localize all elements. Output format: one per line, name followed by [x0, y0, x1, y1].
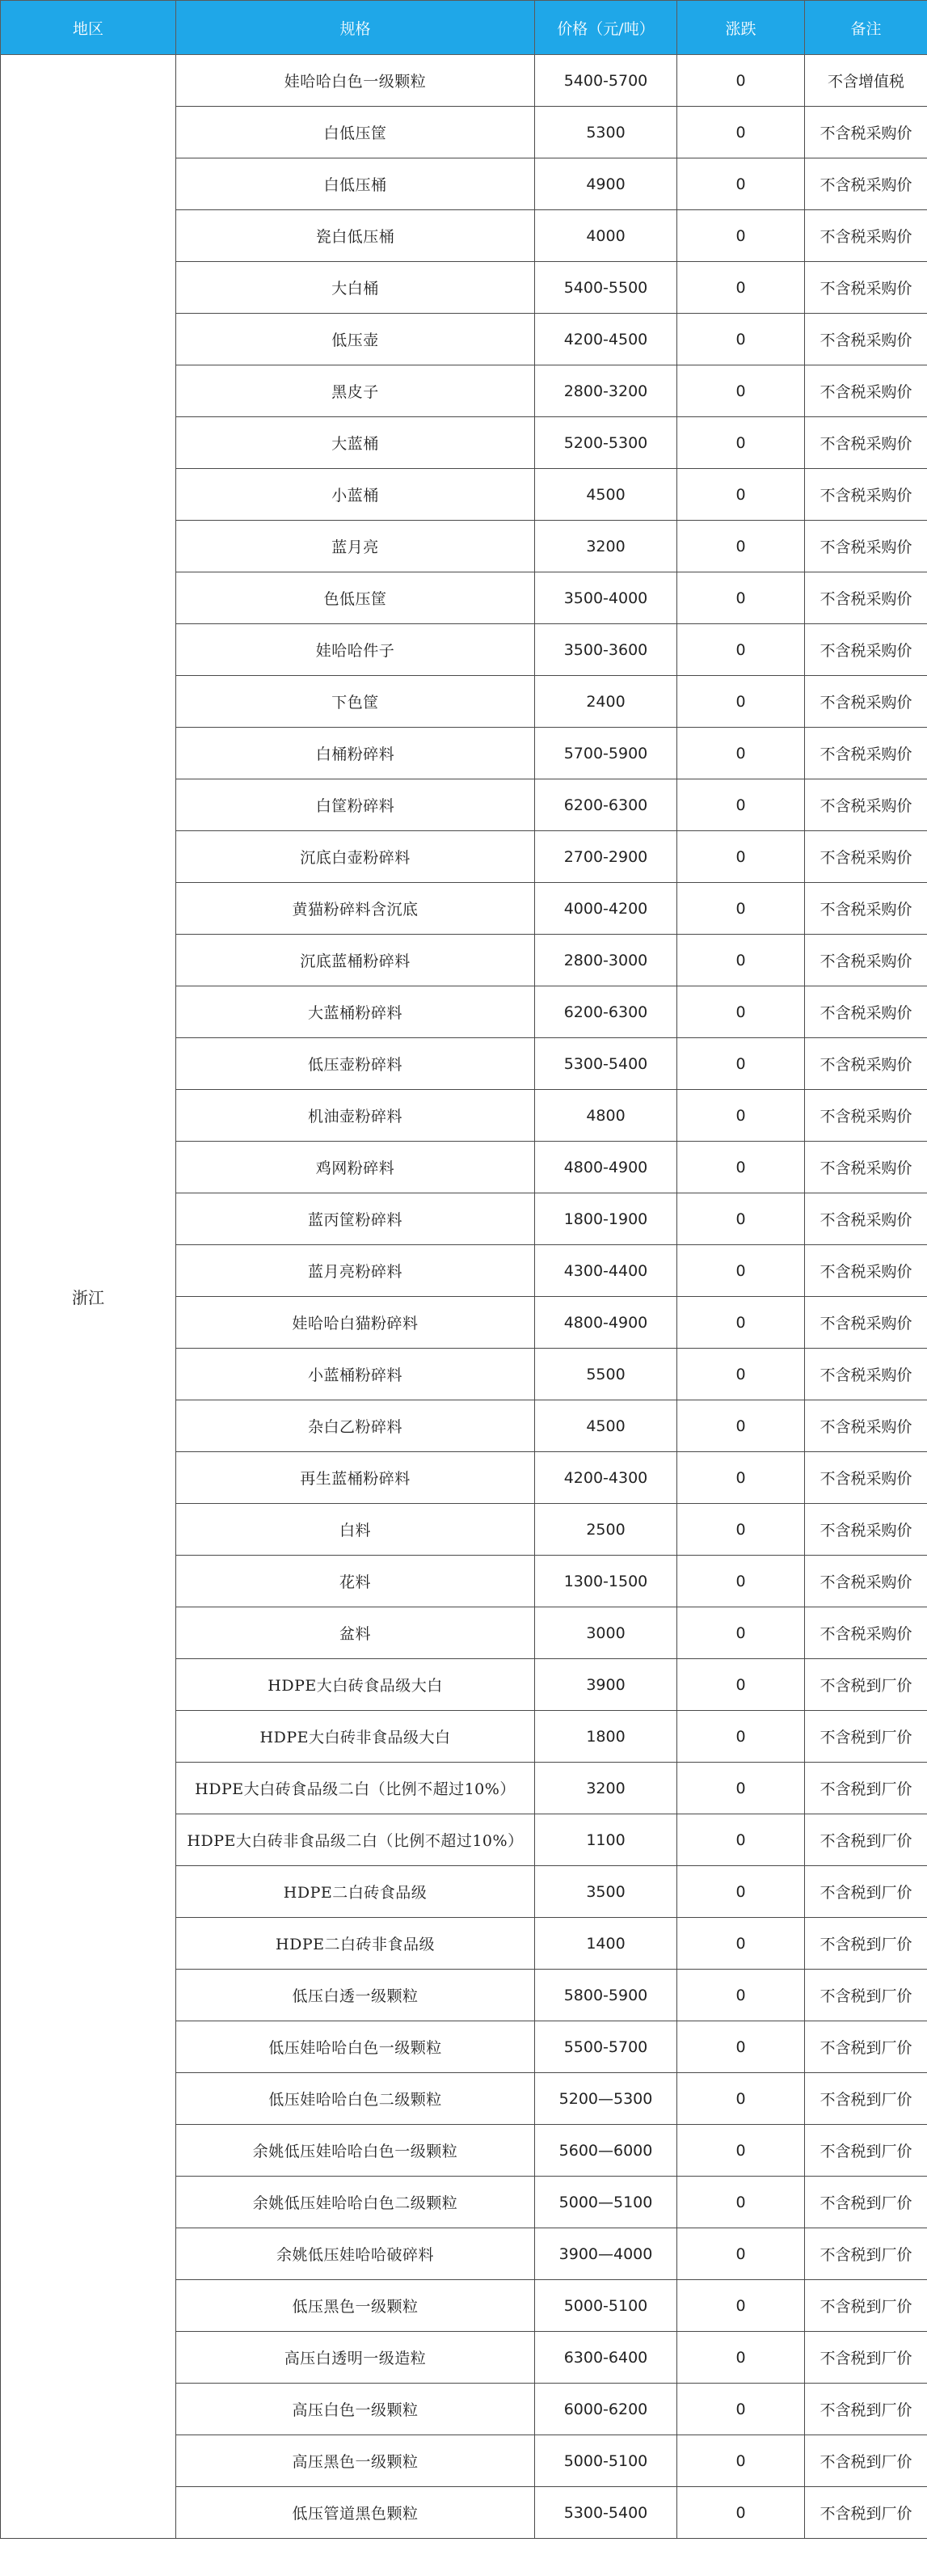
- change-cell: 0: [677, 1659, 805, 1711]
- note-cell: 不含税采购价: [805, 158, 927, 210]
- change-cell: 0: [677, 1504, 805, 1556]
- spec-cell: HDPE二白砖非食品级: [176, 1918, 535, 1970]
- note-cell: 不含税采购价: [805, 1349, 927, 1400]
- change-cell: 0: [677, 1193, 805, 1245]
- note-cell: 不含税到厂价: [805, 2435, 927, 2487]
- spec-cell: 余姚低压娃哈哈破碎料: [176, 2228, 535, 2280]
- price-cell: 5700-5900: [535, 728, 677, 779]
- change-cell: 0: [677, 1970, 805, 2021]
- change-cell: 0: [677, 1452, 805, 1504]
- note-cell: 不含税采购价: [805, 1245, 927, 1297]
- spec-cell: HDPE大白砖非食品级二白（比例不超过10%）: [176, 1814, 535, 1866]
- spec-cell: 小蓝桶: [176, 469, 535, 521]
- price-cell: 5500-5700: [535, 2021, 677, 2073]
- header-price: 价格（元/吨）: [535, 1, 677, 55]
- price-cell: 3200: [535, 1763, 677, 1814]
- change-cell: 0: [677, 1400, 805, 1452]
- price-cell: 6200-6300: [535, 986, 677, 1038]
- price-cell: 3500-4000: [535, 572, 677, 624]
- note-cell: 不含税采购价: [805, 107, 927, 158]
- spec-cell: 鸡网粉碎料: [176, 1142, 535, 1193]
- spec-cell: 低压娃哈哈白色二级颗粒: [176, 2073, 535, 2125]
- change-cell: 0: [677, 2021, 805, 2073]
- price-cell: 4900: [535, 158, 677, 210]
- spec-cell: 瓷白低压桶: [176, 210, 535, 262]
- spec-cell: HDPE大白砖食品级大白: [176, 1659, 535, 1711]
- price-cell: 4500: [535, 1400, 677, 1452]
- note-cell: 不含税采购价: [805, 417, 927, 469]
- price-cell: 4800-4900: [535, 1297, 677, 1349]
- spec-cell: 白桶粉碎料: [176, 728, 535, 779]
- price-cell: 5800-5900: [535, 1970, 677, 2021]
- note-cell: 不含税到厂价: [805, 2125, 927, 2177]
- spec-cell: 白料: [176, 1504, 535, 1556]
- spec-cell: 黑皮子: [176, 365, 535, 417]
- change-cell: 0: [677, 2384, 805, 2435]
- price-cell: 4200-4300: [535, 1452, 677, 1504]
- price-cell: 4800: [535, 1090, 677, 1142]
- change-cell: 0: [677, 1607, 805, 1659]
- spec-cell: 白低压桶: [176, 158, 535, 210]
- change-cell: 0: [677, 2073, 805, 2125]
- price-cell: 3200: [535, 521, 677, 572]
- spec-cell: HDPE大白砖食品级二白（比例不超过10%）: [176, 1763, 535, 1814]
- note-cell: 不含税采购价: [805, 779, 927, 831]
- price-cell: 5000-5100: [535, 2280, 677, 2332]
- price-cell: 5200-5300: [535, 417, 677, 469]
- price-cell: 5200—5300: [535, 2073, 677, 2125]
- price-cell: 5600—6000: [535, 2125, 677, 2177]
- spec-cell: 低压娃哈哈白色一级颗粒: [176, 2021, 535, 2073]
- note-cell: 不含税到厂价: [805, 1814, 927, 1866]
- price-cell: 3900: [535, 1659, 677, 1711]
- change-cell: 0: [677, 107, 805, 158]
- spec-cell: 小蓝桶粉碎料: [176, 1349, 535, 1400]
- note-cell: 不含税到厂价: [805, 1866, 927, 1918]
- change-cell: 0: [677, 1711, 805, 1763]
- spec-cell: 高压白色一级颗粒: [176, 2384, 535, 2435]
- price-cell: 4000: [535, 210, 677, 262]
- price-cell: 5000—5100: [535, 2177, 677, 2228]
- spec-cell: 高压白透明一级造粒: [176, 2332, 535, 2384]
- note-cell: 不含税到厂价: [805, 2332, 927, 2384]
- note-cell: 不含税采购价: [805, 262, 927, 314]
- spec-cell: 蓝月亮: [176, 521, 535, 572]
- price-cell: 5300-5400: [535, 2487, 677, 2539]
- note-cell: 不含税采购价: [805, 210, 927, 262]
- spec-cell: 再生蓝桶粉碎料: [176, 1452, 535, 1504]
- spec-cell: 娃哈哈件子: [176, 624, 535, 676]
- note-cell: 不含税到厂价: [805, 2021, 927, 2073]
- change-cell: 0: [677, 1245, 805, 1297]
- price-cell: 6200-6300: [535, 779, 677, 831]
- note-cell: 不含税采购价: [805, 521, 927, 572]
- spec-cell: 娃哈哈白色一级颗粒: [176, 55, 535, 107]
- note-cell: 不含税到厂价: [805, 2384, 927, 2435]
- spec-cell: 高压黑色一级颗粒: [176, 2435, 535, 2487]
- price-cell: 2800-3200: [535, 365, 677, 417]
- price-cell: 1800-1900: [535, 1193, 677, 1245]
- note-cell: 不含税采购价: [805, 1556, 927, 1607]
- note-cell: 不含税采购价: [805, 1607, 927, 1659]
- spec-cell: 白筐粉碎料: [176, 779, 535, 831]
- spec-cell: 沉底蓝桶粉碎料: [176, 935, 535, 986]
- note-cell: 不含税采购价: [805, 365, 927, 417]
- change-cell: 0: [677, 728, 805, 779]
- spec-cell: 盆料: [176, 1607, 535, 1659]
- spec-cell: 低压白透一级颗粒: [176, 1970, 535, 2021]
- note-cell: 不含税采购价: [805, 1452, 927, 1504]
- header-spec: 规格: [176, 1, 535, 55]
- price-cell: 4500: [535, 469, 677, 521]
- spec-cell: HDPE大白砖非食品级大白: [176, 1711, 535, 1763]
- change-cell: 0: [677, 262, 805, 314]
- spec-cell: HDPE二白砖食品级: [176, 1866, 535, 1918]
- note-cell: 不含税到厂价: [805, 2228, 927, 2280]
- change-cell: 0: [677, 2228, 805, 2280]
- change-cell: 0: [677, 1918, 805, 1970]
- spec-cell: 蓝月亮粉碎料: [176, 1245, 535, 1297]
- price-cell: 1400: [535, 1918, 677, 1970]
- spec-cell: 机油壶粉碎料: [176, 1090, 535, 1142]
- note-cell: 不含税采购价: [805, 831, 927, 883]
- note-cell: 不含税到厂价: [805, 1659, 927, 1711]
- price-cell: 4800-4900: [535, 1142, 677, 1193]
- spec-cell: 色低压筐: [176, 572, 535, 624]
- price-cell: 5400-5500: [535, 262, 677, 314]
- change-cell: 0: [677, 986, 805, 1038]
- change-cell: 0: [677, 521, 805, 572]
- change-cell: 0: [677, 158, 805, 210]
- note-cell: 不含税到厂价: [805, 1711, 927, 1763]
- table-header: [1, 1, 927, 55]
- change-cell: 0: [677, 676, 805, 728]
- change-cell: 0: [677, 314, 805, 365]
- spec-cell: 黄猫粉碎料含沉底: [176, 883, 535, 935]
- change-cell: 0: [677, 365, 805, 417]
- price-cell: 1100: [535, 1814, 677, 1866]
- change-cell: 0: [677, 2435, 805, 2487]
- price-cell: 6000-6200: [535, 2384, 677, 2435]
- change-cell: 0: [677, 417, 805, 469]
- change-cell: 0: [677, 1814, 805, 1866]
- note-cell: 不含税采购价: [805, 1400, 927, 1452]
- change-cell: 0: [677, 935, 805, 986]
- header-row: [1, 1, 927, 55]
- note-cell: 不含税采购价: [805, 935, 927, 986]
- spec-cell: 大蓝桶: [176, 417, 535, 469]
- table-body: [1, 55, 927, 2539]
- note-cell: 不含税采购价: [805, 1038, 927, 1090]
- spec-cell: 下色筐: [176, 676, 535, 728]
- spec-cell: 低压黑色一级颗粒: [176, 2280, 535, 2332]
- spec-cell: 白低压筐: [176, 107, 535, 158]
- change-cell: 0: [677, 883, 805, 935]
- change-cell: 0: [677, 210, 805, 262]
- header-region: 地区: [1, 1, 176, 55]
- note-cell: 不含税采购价: [805, 728, 927, 779]
- price-cell: 3900—4000: [535, 2228, 677, 2280]
- spec-cell: 余姚低压娃哈哈白色二级颗粒: [176, 2177, 535, 2228]
- change-cell: 0: [677, 469, 805, 521]
- note-cell: 不含税采购价: [805, 314, 927, 365]
- change-cell: 0: [677, 831, 805, 883]
- price-cell: 5500: [535, 1349, 677, 1400]
- spec-cell: 低压管道黑色颗粒: [176, 2487, 535, 2539]
- spec-cell: 大白桶: [176, 262, 535, 314]
- region-cell: 浙江: [1, 55, 176, 2539]
- change-cell: 0: [677, 2125, 805, 2177]
- note-cell: 不含税到厂价: [805, 1763, 927, 1814]
- change-cell: 0: [677, 1556, 805, 1607]
- price-cell: 1300-1500: [535, 1556, 677, 1607]
- price-cell: 4000-4200: [535, 883, 677, 935]
- header-change: 涨跌: [677, 1, 805, 55]
- change-cell: 0: [677, 2280, 805, 2332]
- price-cell: 5000-5100: [535, 2435, 677, 2487]
- price-cell: 2800-3000: [535, 935, 677, 986]
- note-cell: 不含税采购价: [805, 572, 927, 624]
- change-cell: 0: [677, 779, 805, 831]
- price-cell: 2700-2900: [535, 831, 677, 883]
- note-cell: 不含税采购价: [805, 469, 927, 521]
- note-cell: 不含税采购价: [805, 1504, 927, 1556]
- change-cell: 0: [677, 55, 805, 107]
- note-cell: 不含税采购价: [805, 676, 927, 728]
- price-cell: 3000: [535, 1607, 677, 1659]
- header-note: 备注: [805, 1, 927, 55]
- change-cell: 0: [677, 2332, 805, 2384]
- change-cell: 0: [677, 1038, 805, 1090]
- change-cell: 0: [677, 1090, 805, 1142]
- price-cell: 4200-4500: [535, 314, 677, 365]
- change-cell: 0: [677, 1763, 805, 1814]
- table-row: [1, 55, 927, 107]
- spec-cell: 花料: [176, 1556, 535, 1607]
- change-cell: 0: [677, 2177, 805, 2228]
- change-cell: 0: [677, 1866, 805, 1918]
- spec-cell: 杂白乙粉碎料: [176, 1400, 535, 1452]
- spec-cell: 余姚低压娃哈哈白色一级颗粒: [176, 2125, 535, 2177]
- note-cell: 不含税采购价: [805, 1142, 927, 1193]
- note-cell: 不含税到厂价: [805, 2280, 927, 2332]
- spec-cell: 低压壶粉碎料: [176, 1038, 535, 1090]
- price-cell: 5300: [535, 107, 677, 158]
- price-cell: 2500: [535, 1504, 677, 1556]
- change-cell: 0: [677, 1349, 805, 1400]
- spec-cell: 大蓝桶粉碎料: [176, 986, 535, 1038]
- note-cell: 不含税到厂价: [805, 1970, 927, 2021]
- spec-cell: 娃哈哈白猫粉碎料: [176, 1297, 535, 1349]
- price-cell: 1800: [535, 1711, 677, 1763]
- change-cell: 0: [677, 2487, 805, 2539]
- note-cell: 不含税到厂价: [805, 2487, 927, 2539]
- price-cell: 5300-5400: [535, 1038, 677, 1090]
- note-cell: 不含税到厂价: [805, 1918, 927, 1970]
- price-cell: 5400-5700: [535, 55, 677, 107]
- spec-cell: 低压壶: [176, 314, 535, 365]
- note-cell: 不含税采购价: [805, 986, 927, 1038]
- price-cell: 3500-3600: [535, 624, 677, 676]
- change-cell: 0: [677, 1142, 805, 1193]
- price-cell: 3500: [535, 1866, 677, 1918]
- price-cell: 6300-6400: [535, 2332, 677, 2384]
- price-cell: 2400: [535, 676, 677, 728]
- note-cell: 不含税采购价: [805, 1090, 927, 1142]
- spec-cell: 沉底白壶粉碎料: [176, 831, 535, 883]
- change-cell: 0: [677, 572, 805, 624]
- note-cell: 不含税采购价: [805, 624, 927, 676]
- note-cell: 不含税到厂价: [805, 2073, 927, 2125]
- note-cell: 不含税到厂价: [805, 2177, 927, 2228]
- note-cell: 不含税采购价: [805, 883, 927, 935]
- note-cell: 不含税采购价: [805, 1193, 927, 1245]
- note-cell: 不含税采购价: [805, 1297, 927, 1349]
- change-cell: 0: [677, 1297, 805, 1349]
- change-cell: 0: [677, 624, 805, 676]
- spec-cell: 蓝丙筐粉碎料: [176, 1193, 535, 1245]
- price-cell: 4300-4400: [535, 1245, 677, 1297]
- note-cell: 不含增值税: [805, 55, 927, 107]
